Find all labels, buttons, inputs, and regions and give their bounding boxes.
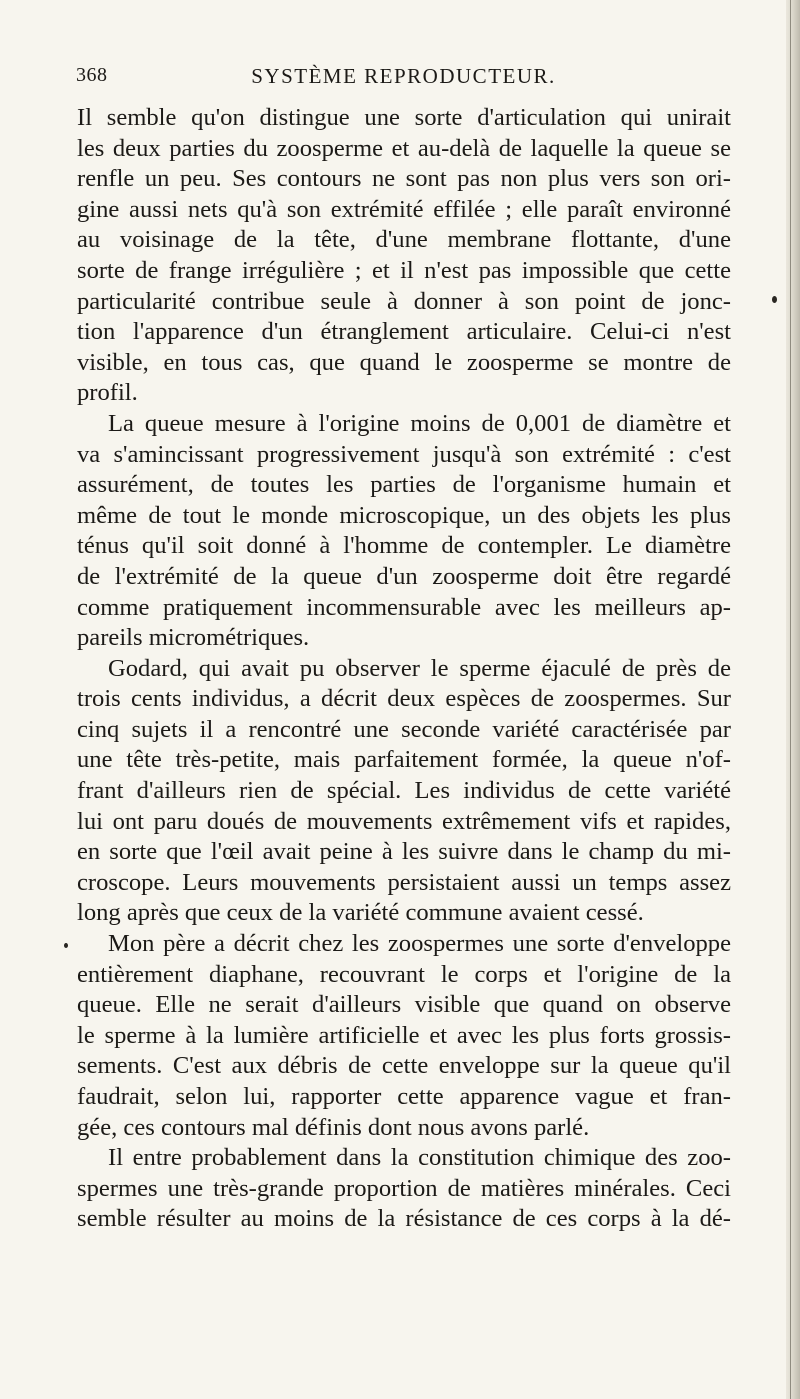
text-line: lui ont paru doués de mouvements extrêmement vifs et rapides, — [77, 807, 731, 835]
running-title: SYSTÈME REPRODUCTEUR. — [251, 64, 556, 88]
text-line: Il semble qu'on distingue une sorte d'articulation qui unirait — [77, 104, 731, 131]
text-line: tion l'apparence d'un étranglement articulaire. Celui-ci n'est — [77, 318, 731, 346]
paragraph-start-line: Mon père a décrit chez les zoospermes une sorte d'enveloppe — [108, 930, 731, 958]
text-line: visible, en tous cas, que quand le zoosperme se montre de — [77, 348, 731, 376]
ink-speck — [772, 296, 777, 303]
text-line: même de tout le monde microscopique, un des objets les plus — [77, 501, 731, 529]
page-header — [76, 64, 731, 94]
text-line: sements. C'est aux débris de cette enveloppe sur la queue qu'il — [77, 1052, 731, 1080]
paragraph-end-line: gée, ces contours mal définis dont nous avons parlé. — [77, 1113, 590, 1141]
text-line: faudrait, selon lui, rapporter cette apparence vague et fran- — [77, 1083, 731, 1110]
page-number: 368 — [76, 64, 108, 86]
body-text — [77, 103, 731, 1235]
text-line: les deux parties du zoosperme et au-delà de laquelle la queue se — [77, 134, 731, 162]
text-line: ténus qu'il soit donné à l'homme de contempler. Le diamètre — [77, 532, 731, 560]
text-line: particularité contribue seule à donner à son point de jonc- — [77, 287, 731, 315]
paragraph-start-line: Godard, qui avait pu observer le sperme éjaculé de près de — [108, 654, 731, 682]
text-line: renfle un peu. Ses contours ne sont pas non plus vers son ori- — [77, 165, 731, 193]
text-line: spermes une très-grande proportion de matières minérales. Ceci — [77, 1174, 731, 1202]
text-line: entièrement diaphane, recouvrant le corps et l'origine de la — [77, 960, 731, 988]
page-edge-shadow — [786, 0, 800, 1399]
text-line: comme pratiquement incommensurable avec les meilleurs ap- — [77, 593, 731, 621]
text-line: de l'extrémité de la queue d'un zoosperme doit être regardé — [77, 562, 731, 590]
text-line: queue. Elle ne serait d'ailleurs visible que quand on observe — [77, 991, 731, 1019]
text-line: sorte de frange irrégulière ; et il n'est pas impossible que cette — [77, 256, 731, 284]
text-line: gine aussi nets qu'à son extrémité effilée ; elle paraît environné — [77, 195, 731, 223]
text-line: semble résulter au moins de la résistance de ces corps à la dé- — [77, 1205, 731, 1233]
text-line: cinq sujets il a rencontré une seconde variété caractérisée par — [77, 715, 731, 743]
ink-speck — [64, 943, 68, 948]
text-line: frant d'ailleurs rien de spécial. Les individus de cette variété — [77, 777, 731, 805]
text-line: va s'amincissant progressivement jusqu'à son extrémité : c'est — [77, 440, 731, 468]
text-line: assurément, de toutes les parties de l'organisme humain et — [77, 471, 731, 499]
paragraph-end-line: pareils micrométriques. — [77, 624, 310, 652]
paragraph-start-line: La queue mesure à l'origine moins de 0,001 de diamètre et — [108, 409, 731, 437]
page-edge-line — [790, 0, 791, 1399]
text-line: en sorte que l'œil avait peine à les suivre dans le champ du mi- — [77, 838, 731, 866]
paragraph-end-line: profil. — [77, 379, 138, 407]
text-line: le sperme à la lumière artificielle et avec les plus forts grossis- — [77, 1021, 731, 1049]
text-line: une tête très-petite, mais parfaitement formée, la queue n'of- — [77, 746, 731, 774]
paragraph-start-line: Il entre probablement dans la constitution chimique des zoo- — [108, 1144, 731, 1172]
text-line: croscope. Leurs mouvements persistaient aussi un temps assez — [77, 868, 731, 896]
paragraph-end-line: long après que ceux de la variété commune avaient cessé. — [77, 899, 644, 927]
text-line: au voisinage de la tête, d'une membrane flottante, d'une — [77, 226, 731, 254]
text-line: trois cents individus, a décrit deux espèces de zoospermes. Sur — [77, 685, 731, 713]
